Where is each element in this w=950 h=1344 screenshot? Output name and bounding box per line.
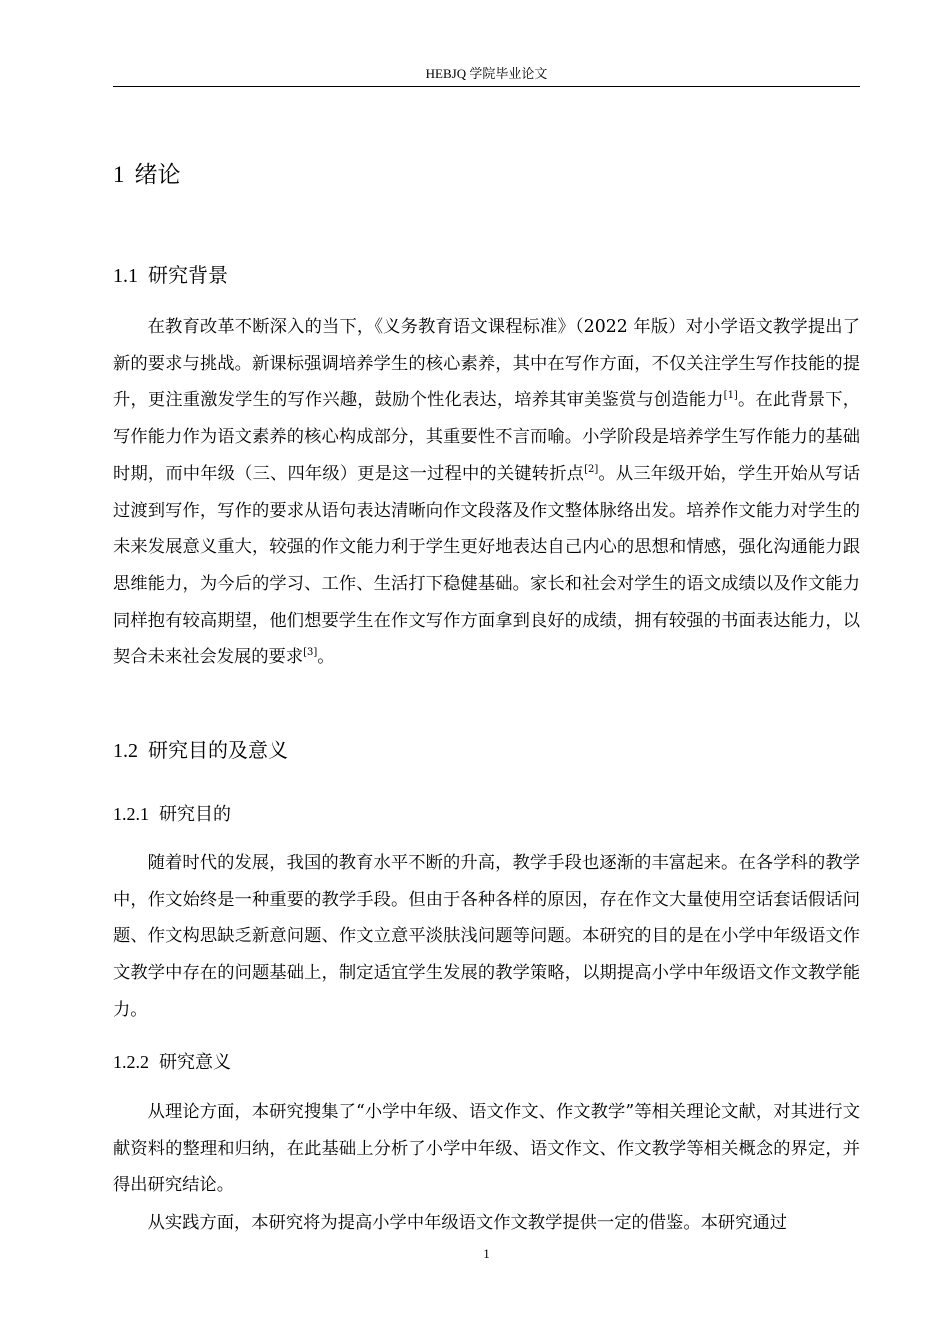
section-heading-1-1 — [113, 260, 228, 291]
subsection-number: 1.2.1 — [113, 804, 149, 824]
page-number: 1 — [483, 1246, 490, 1261]
chapter-heading — [113, 158, 181, 192]
subsection-heading-1-2-1 — [113, 800, 231, 829]
paragraph-background: 在教育改革不断深入的当下，《义务教育语文课程标准》（2022 年版）对小学语文教学提出了新的要求与挑战。新课标强调培养学生的核心素养，其中在写作方面，不仅关注学生写作技能的提升，更注重激发学生的写作兴趣，鼓励个性化表达，培养其审美鉴赏与创造能力[1]。在此背景下，写作能力作为语文素养的核心构成部分，其重要性不言而喻。小学阶段是培养学生写作能力的基础时期，而中年级（三、四年级）更是这一过程中的关键转折点[2]。从三年级开始，学生开始从写话过渡到写作，写作的要求从语句表达清晰向作文段落及作文整体脉络出发。培养作文能力对学生的未来发展意义重大，较强的作文能力利于学生更好地表达自己内心的思想和情感，强化沟通能力跟思维能力，为今后的学习、工作、生活打下稳健基础。家长和社会对学生的语文成绩以及作文能力同样抱有较高期望，他们想要学生在作文写作方面拿到良好的成绩，拥有较强的书面表达能力，以契合未来社会发展的要求[3]。 — [113, 317, 860, 668]
subsection-number: 1.2.2 — [113, 1052, 149, 1072]
chapter-number: 1 — [113, 162, 125, 187]
running-header: HEBJQ 学院毕业论文 — [425, 66, 548, 81]
section-number: 1.2 — [113, 740, 138, 762]
citation-2[interactable]: [2] — [584, 463, 599, 475]
citation-1[interactable]: [1] — [723, 390, 738, 402]
chapter-title: 绪论 — [134, 162, 181, 188]
paragraph-purpose: 随着时代的发展，我国的教育水平不断的升高，教学手段也逐渐的丰富起来。在各学科的教学中，作文始终是一种重要的教学手段。但由于各种各样的原因，存在作文大量使用空话套话假话问题、作文构思缺乏新意问题、作文立意平淡肤浅问题等问题。本研究的目的是在小学中年级语文作文教学中存在的问题基础上，制定适宜学生发展的教学策略，以期提高小学中年级语文作文教学能力。 — [113, 853, 860, 1020]
section-title: 研究目的及意义 — [148, 738, 288, 762]
paragraph-significance-practice: 从实践方面，本研究将为提高小学中年级语文作文教学提供一定的借鉴。本研究通过 — [147, 1213, 788, 1233]
section-number: 1.1 — [113, 265, 138, 287]
section-heading-1-2 — [113, 735, 288, 766]
subsection-title: 研究意义 — [159, 1052, 231, 1073]
paragraph-significance-theory: 从理论方面，本研究搜集了“小学中年级、语文作文、作文教学”等相关理论文献，对其进行文献资料的整理和归纳，在此基础上分析了小学中年级、语文作文、作文教学等相关概念的界定，并得出研究结论。 — [113, 1102, 860, 1196]
subsection-title: 研究目的 — [159, 804, 231, 825]
subsection-heading-1-2-2 — [113, 1048, 231, 1077]
header-rule — [113, 86, 860, 87]
section-title: 研究背景 — [148, 263, 228, 287]
citation-3[interactable]: [3] — [303, 647, 318, 659]
